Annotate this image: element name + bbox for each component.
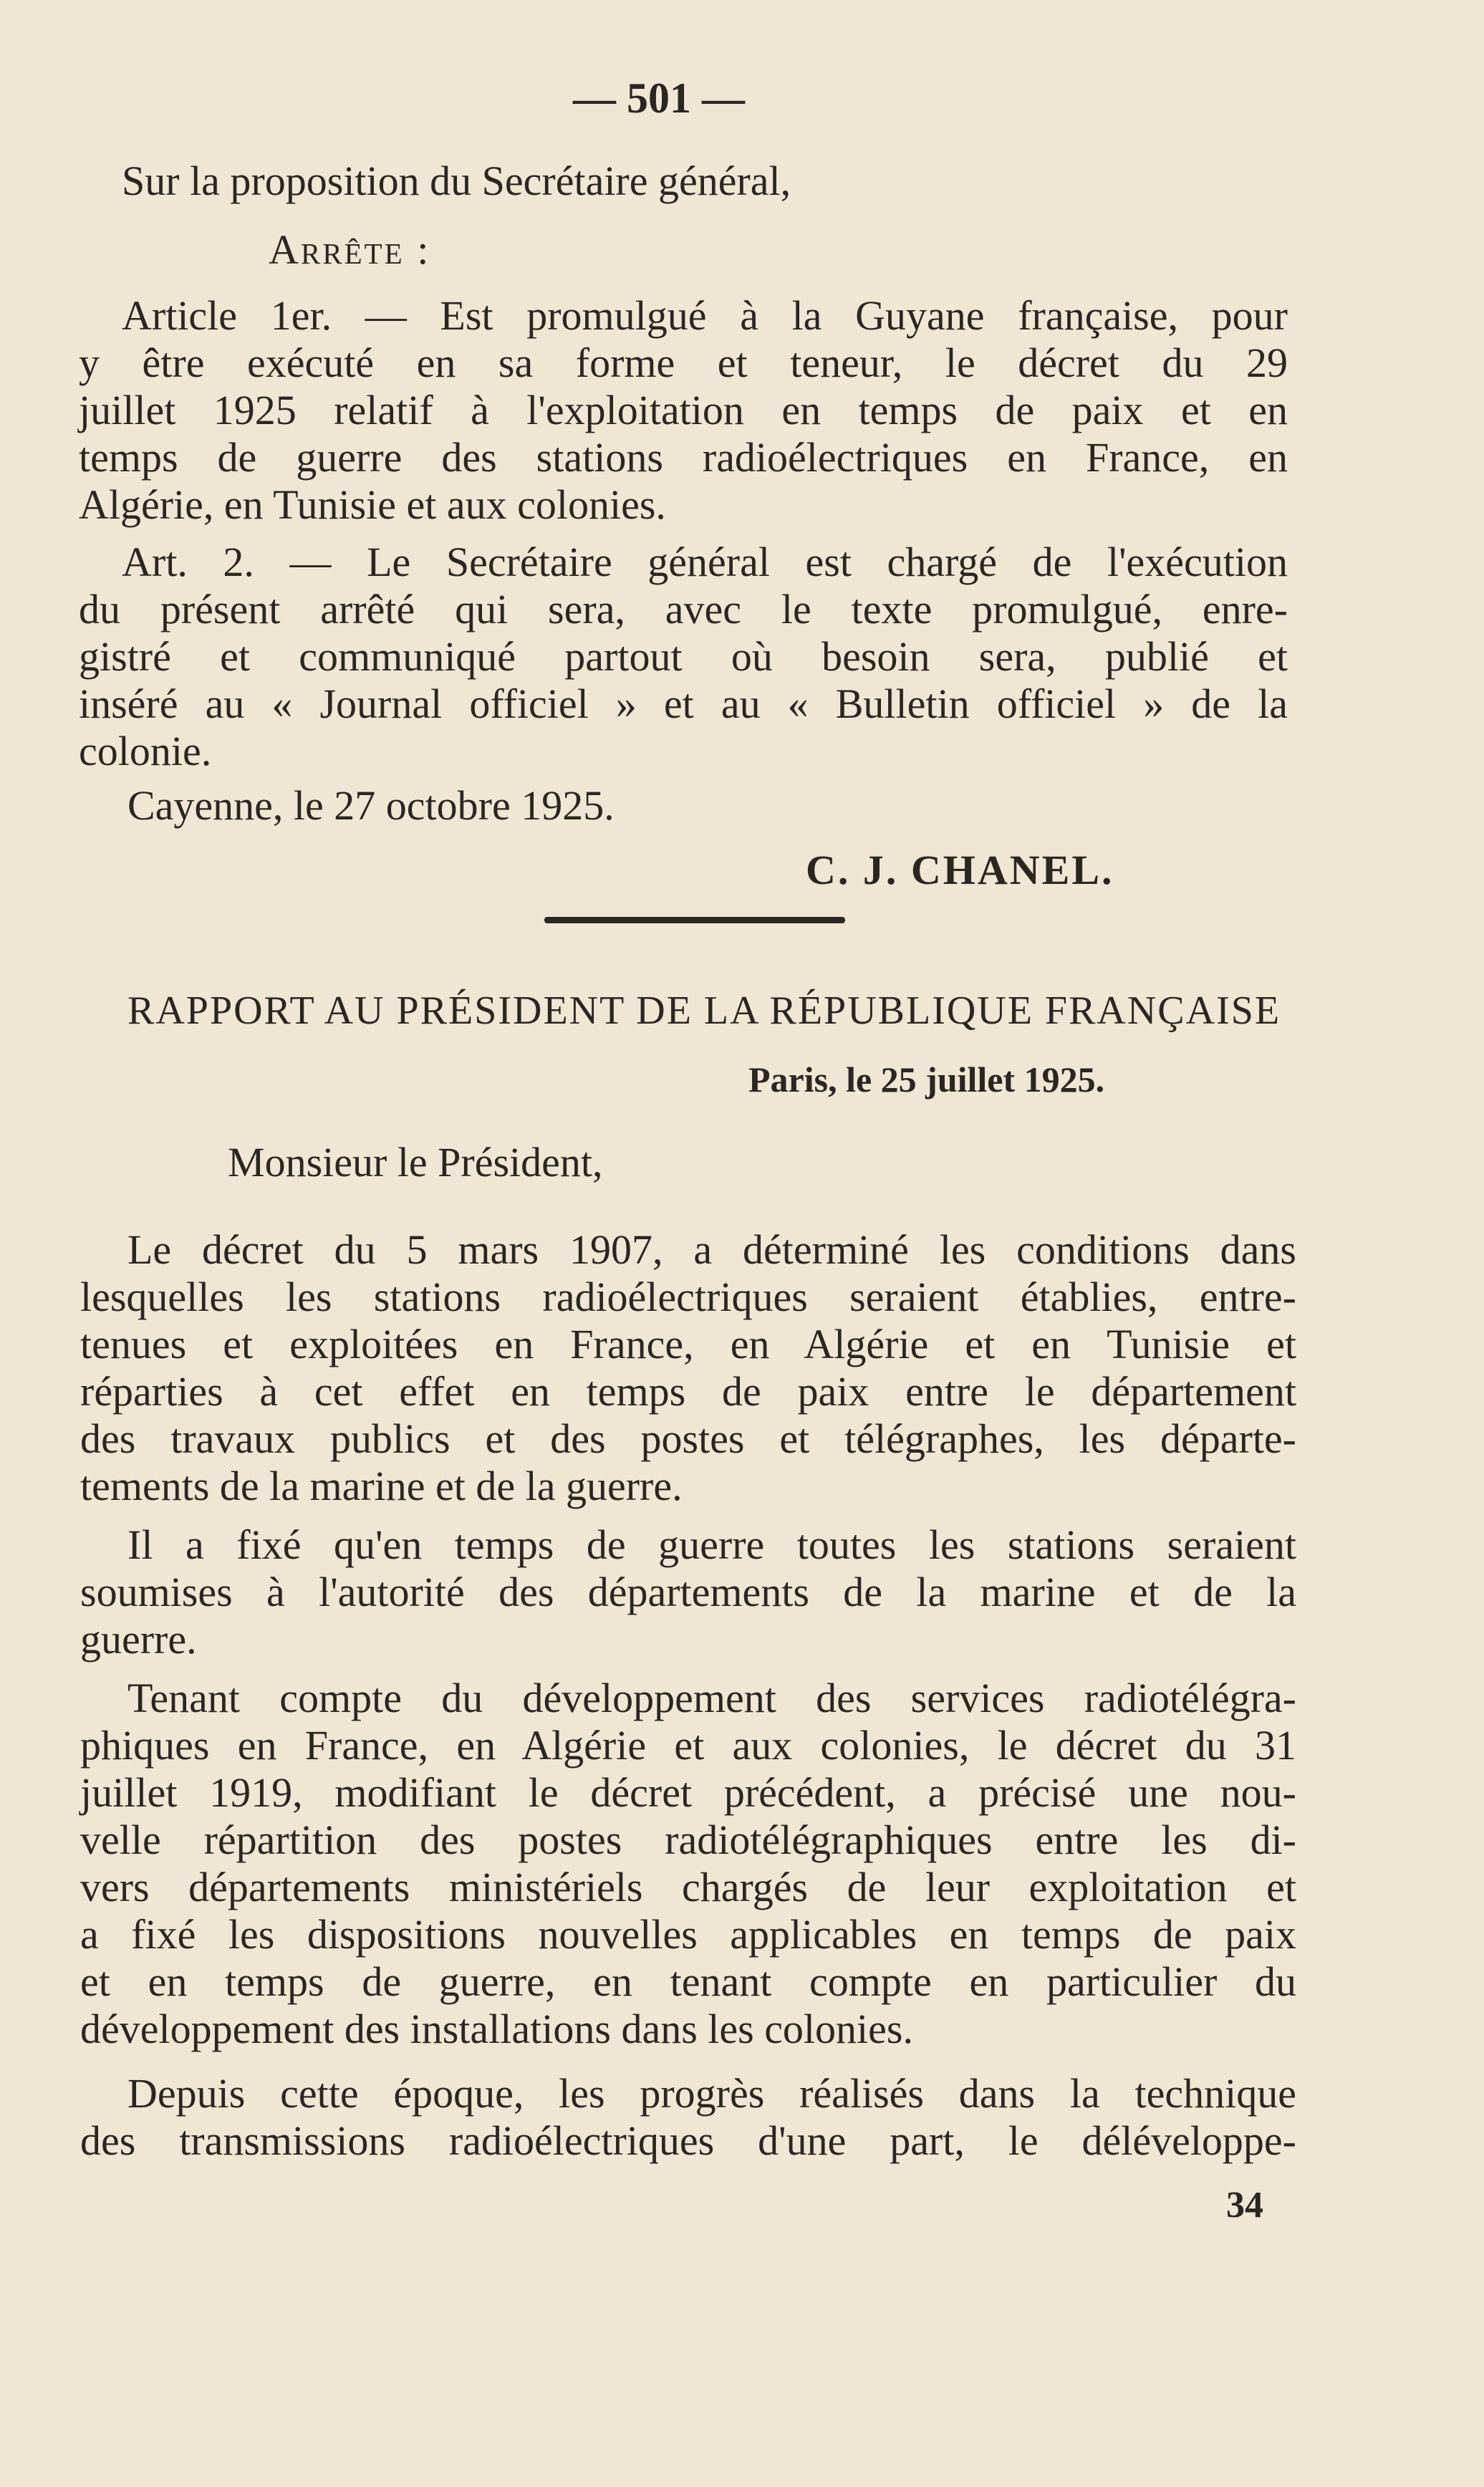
paragraph-4-line: Depuis cette époque, les progrès réalisés dans la technique [127, 2070, 1296, 2117]
section-divider [544, 917, 845, 923]
paragraph-3-line: phiques en France, en Algérie et aux colonies, le décret du 31 [80, 1722, 1296, 1769]
signature: C. J. CHANEL. [806, 847, 1114, 893]
article-1-line: Algérie, en Tunisie et aux colonies. [79, 481, 666, 528]
page-number: — 501 — [573, 74, 745, 122]
article-1-line: temps de guerre des stations radioélectriques en France, en [79, 434, 1288, 481]
paragraph-3-line: vers départements ministériels chargés de leur exploitation et [80, 1864, 1296, 1910]
article-1-line: Article 1er. — Est promulgué à la Guyane française, pour [122, 292, 1288, 339]
signature-mark: 34 [1226, 2185, 1263, 2226]
paragraph-3-line: Tenant compte du développement des services radiotélégra- [127, 1675, 1296, 1721]
paragraph-1-line: des travaux publics et des postes et télégraphes, les départe- [80, 1415, 1296, 1462]
article-1-line: juillet 1925 relatif à l'exploitation en temps de paix et en [79, 387, 1288, 433]
paragraph-3-line: et en temps de guerre, en tenant compte en particulier du [80, 1958, 1296, 2005]
article-2-line: colonie. [79, 728, 212, 774]
paragraph-1-line: lesquelles les stations radioélectriques seraient établies, entre- [80, 1274, 1296, 1320]
salutation: Monsieur le Président, [228, 1139, 603, 1185]
paragraph-2-line: soumises à l'autorité des départements de la marine et de la [80, 1569, 1296, 1615]
rapport-title: RAPPORT AU PRÉSIDENT DE LA RÉPUBLIQUE FRANÇAISE [127, 988, 1281, 1033]
paragraph-1-line: tenues et exploitées en France, en Algérie et en Tunisie et [80, 1321, 1296, 1367]
paragraph-1-line: tements de la marine et de la guerre. [80, 1463, 683, 1509]
rapport-dateline: Paris, le 25 juillet 1925. [748, 1059, 1105, 1100]
article-2-line: du présent arrêté qui sera, avec le texte promulgué, enre- [79, 586, 1288, 632]
paragraph-3-line: développement des installations dans les colonies. [80, 2006, 913, 2052]
article-2-line: Art. 2. — Le Secrétaire général est chargé de l'exécution [122, 539, 1288, 585]
paragraph-3-line: a fixé les dispositions nouvelles applicables en temps de paix [80, 1911, 1296, 1958]
article-2-line: inséré au « Journal officiel » et au « Bulletin officiel » de la [79, 680, 1288, 727]
paragraph-1-line: réparties à cet effet en temps de paix entre le département [80, 1368, 1296, 1415]
article-2-line: gistré et communiqué partout où besoin sera, publié et [79, 633, 1288, 680]
paragraph-3-line: velle répartition des postes radiotélégraphiques entre les di- [80, 1817, 1296, 1863]
arrete-heading: Arrête : [269, 226, 431, 273]
proposition-line: Sur la proposition du Secrétaire général, [122, 158, 791, 204]
paragraph-4-line: des transmissions radioélectriques d'une part, le déléveloppe- [80, 2117, 1296, 2164]
place-date: Cayenne, le 27 octobre 1925. [127, 782, 615, 829]
paragraph-2-line: guerre. [80, 1616, 197, 1663]
paragraph-3-line: juillet 1919, modifiant le décret précédent, a précisé une nou- [80, 1769, 1296, 1816]
paragraph-1-line: Le décret du 5 mars 1907, a déterminé les conditions dans [127, 1226, 1296, 1273]
paragraph-2-line: Il a fixé qu'en temps de guerre toutes les stations seraient [127, 1521, 1296, 1568]
article-1-line: y être exécuté en sa forme et teneur, le décret du 29 [79, 340, 1288, 386]
